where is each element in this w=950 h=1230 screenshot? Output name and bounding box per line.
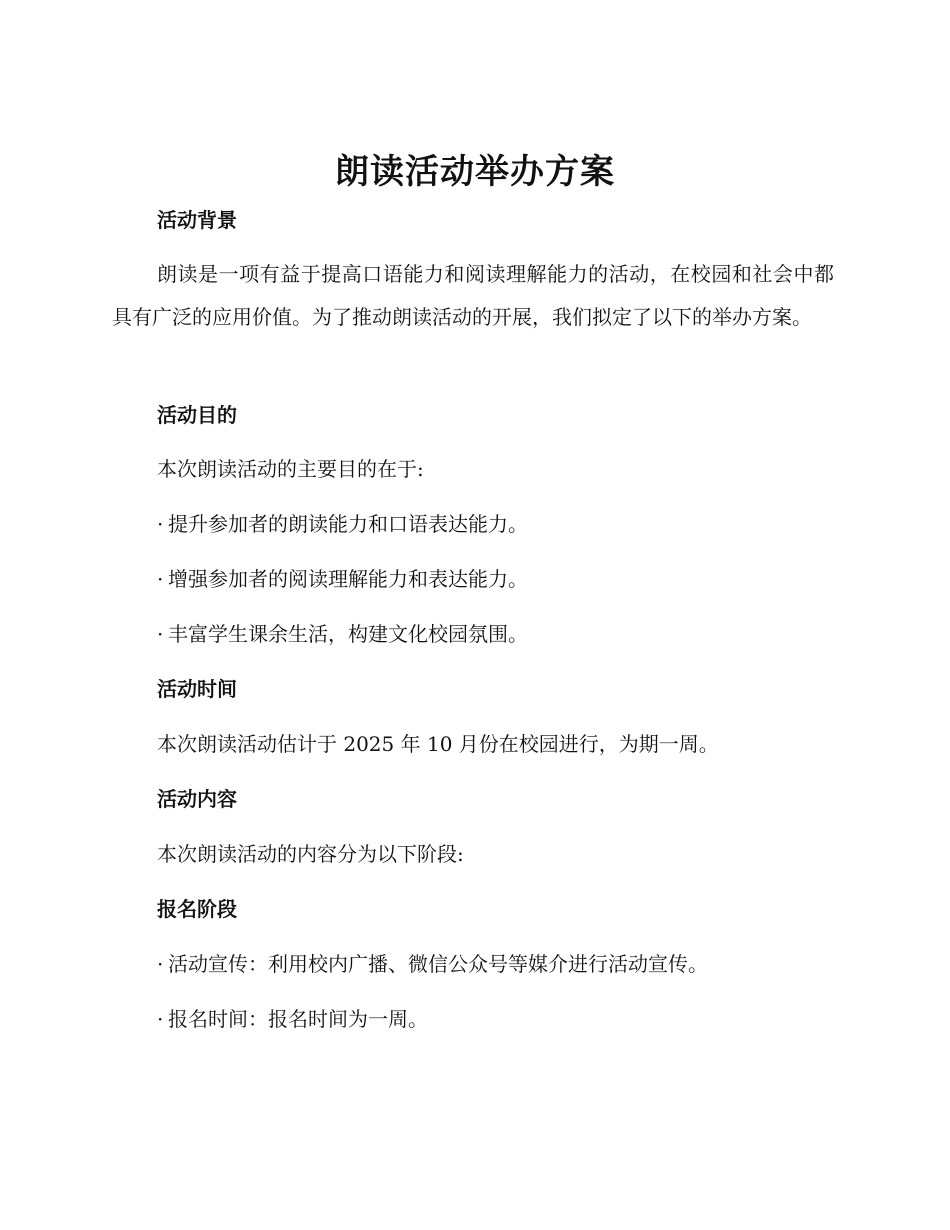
bullet-icon: · [157,512,164,536]
purpose-item-text: 增强参加者的阅读理解能力和表达能力。 [168,567,528,591]
registration-item-text: 活动宣传：利用校内广播、微信公众号等媒介进行活动宣传。 [168,952,708,976]
bullet-icon: · [157,952,164,976]
registration-list-item [157,1005,428,1033]
purpose-item-text: 提升参加者的朗读能力和口语表达能力。 [168,512,528,536]
bullet-icon: · [157,567,164,591]
purpose-list-item [157,565,528,593]
document-title: 朗读活动举办方案 [335,152,615,192]
heading-registration: 报名阶段 [157,897,237,921]
purpose-item-text: 丰富学生课余生活，构建文化校园氛围。 [168,622,528,646]
purpose-intro: 本次朗读活动的主要目的在于: [157,457,424,481]
purpose-list-item [157,510,528,538]
background-paragraph: 朗读是一项有益于提高口语能力和阅读理解能力的活动，在校园和社会中都具有广泛的应用价值。为了推动朗读活动的开展，我们拟定了以下的举办方案。 [112,262,834,329]
heading-background: 活动背景 [157,208,237,232]
time-text: 本次朗读活动估计于 2025 年 10 月份在校园进行，为期一周。 [157,732,719,756]
bullet-icon: · [157,1007,164,1031]
purpose-list-item [157,620,528,648]
bullet-icon: · [157,622,164,646]
registration-item-text: 报名时间：报名时间为一周。 [168,1007,428,1031]
heading-content: 活动内容 [157,787,237,811]
registration-list-item [157,950,708,978]
heading-time: 活动时间 [157,677,237,701]
heading-purpose: 活动目的 [157,403,237,427]
content-intro: 本次朗读活动的内容分为以下阶段: [157,842,464,866]
